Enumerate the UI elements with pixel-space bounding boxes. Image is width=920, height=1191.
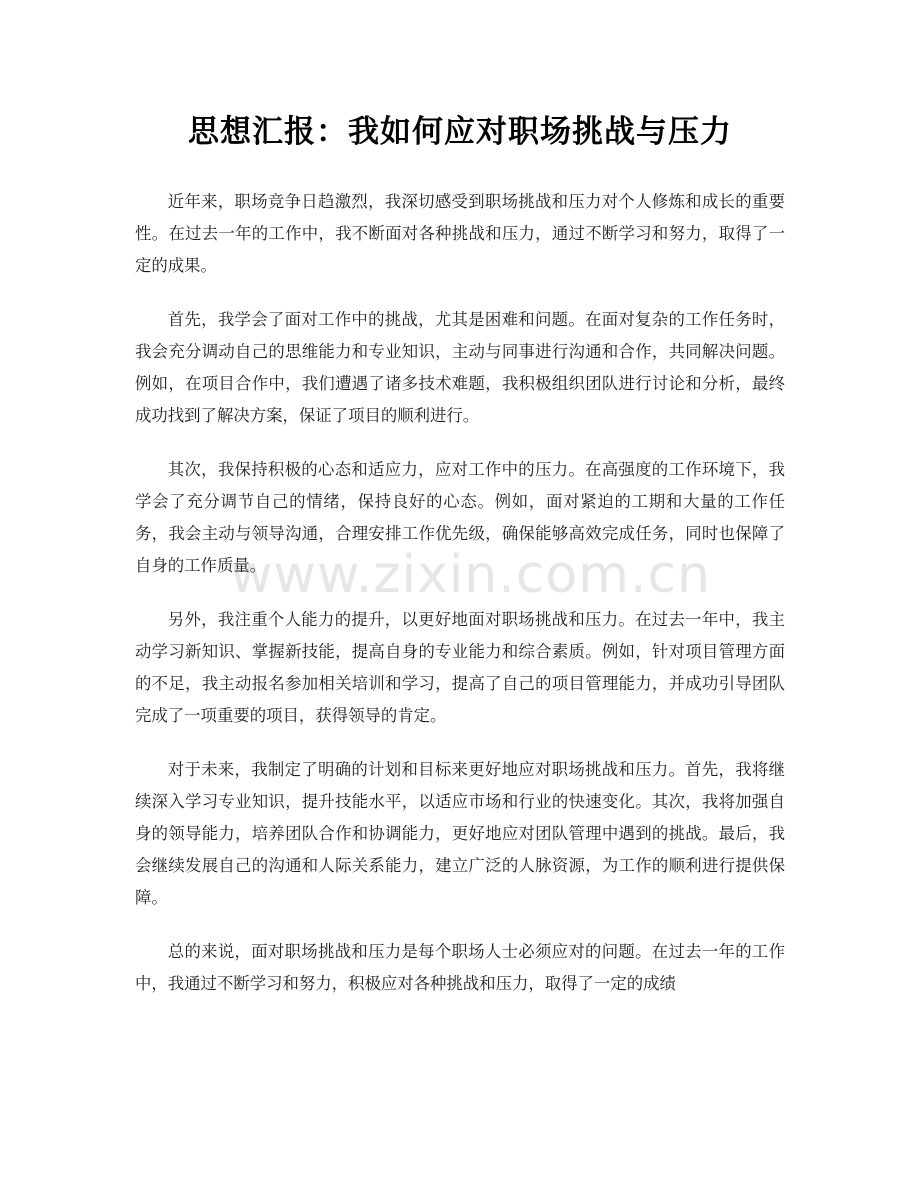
document-content [135,112,785,1000]
watermark-text: www.zixin.com.cn [230,545,711,605]
paragraph-2: 首先，我学会了面对工作中的挑战，尤其是困难和问题。在面对复杂的工作任务时，我会充分调动自己的思维能力和专业知识，主动与同事进行沟通和合作，共同解决问题。例如，在项目合作中，我们遭遇了诸多技术难题，我积极组织团队进行讨论和分析，最终成功找到了解决方案，保证了项目的顺利进行。 [135,310,785,425]
paragraph-5: 对于未来，我制定了明确的计划和目标来更好地应对职场挑战和压力。首先，我将继续深入学习专业知识，提升技能水平，以适应市场和行业的快速变化。其次，我将加强自身的领导能力，培养团队合作和协调能力，更好地应对团队管理中遇到的挑战。最后，我会继续发展自己的沟通和人际关系能力，建立广泛的人脉资源，为工作的顺利进行提供保障。 [135,760,785,907]
paragraph-4: 另外，我注重个人能力的提升，以更好地面对职场挑战和压力。在过去一年中，我主动学习新知识、掌握新技能，提高自身的专业能力和综合素质。例如，针对项目管理方面的不足，我主动报名参加相关培训和学习，提高了自己的项目管理能力，并成功引导团队完成了一项重要的项目，获得领导的肯定。 [135,610,785,725]
paragraph-6: 总的来说，面对职场挑战和压力是每个职场人士必须应对的问题。在过去一年的工作中，我通过不断学习和努力，积极应对各种挑战和压力，取得了一定的成绩 [135,942,785,993]
document-body [135,186,785,1000]
paragraph-3: 其次，我保持积极的心态和适应力，应对工作中的压力。在高强度的工作环境下，我学会了充分调节自己的情绪，保持良好的心态。例如，面对紧迫的工期和大量的工作任务，我会主动与领导沟通，合理安排工作优先级，确保能够高效完成任务，同时也保障了自身的工作质量。 [135,460,785,575]
document-title: 思想汇报：我如何应对职场挑战与压力 [188,114,732,150]
paragraph-1: 近年来，职场竞争日趋激烈，我深切感受到职场挑战和压力对个人修炼和成长的重要性。在过去一年的工作中，我不断面对各种挑战和压力，通过不断学习和努力，取得了一定的成果。 [135,192,785,275]
